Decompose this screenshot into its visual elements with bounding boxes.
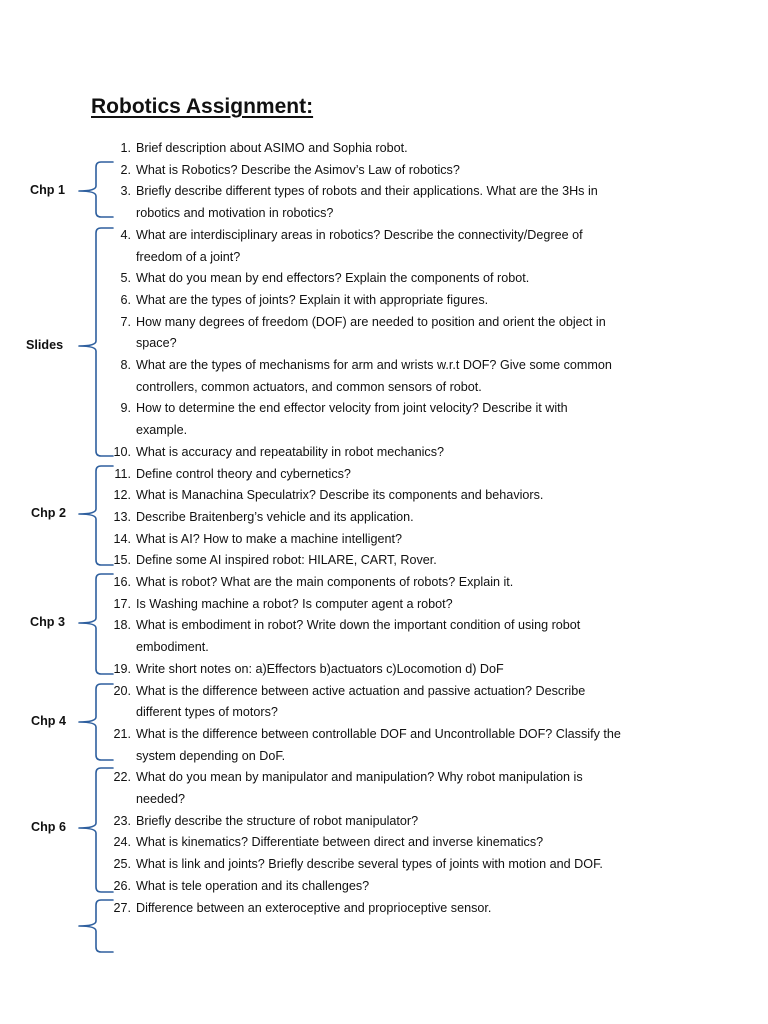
question-number: 2. [120, 162, 131, 177]
question-text: Define control theory and cybernetics? [136, 466, 351, 481]
question-text: What is link and joints? Briefly describe several types of joints with motion and DOF. [136, 857, 603, 872]
question-text: needed? [136, 792, 186, 806]
question-text: What is the difference between active actuation and passive actuation? Describe [136, 683, 586, 698]
question-text: What are the types of joints? Explain it with appropriate figures. [136, 292, 489, 307]
question-number: 9. [120, 401, 131, 416]
question-text: embodiment. [136, 640, 209, 655]
question-text: What do you mean by end effectors? Explain the components of robot. [136, 271, 530, 286]
question-text: What is tele operation and its challenges? [136, 878, 370, 893]
chapter-label: Slides [26, 338, 64, 352]
question-number: 15. [113, 553, 131, 568]
question-text: robotics and motivation in robotics? [136, 206, 334, 221]
question-number: 23. [113, 813, 131, 828]
question-text: example. [136, 423, 188, 438]
question-number: 12. [113, 488, 131, 503]
question-text: What do you mean by manipulator and manipulation? Why robot manipulation is [136, 770, 583, 785]
question-number: 18. [113, 618, 131, 633]
question-number: 10. [113, 444, 131, 459]
question-text: What is Robotics? Describe the Asimov’s Law of robotics? [136, 162, 460, 177]
chapter-label: Chp 1 [30, 183, 65, 197]
question-text: What is robot? What are the main components of robots? Explain it. [136, 575, 514, 589]
chapter-bracket [79, 228, 113, 456]
question-text: Define some AI inspired robot: HILARE, CART, Rover. [136, 553, 437, 568]
question-text: What is Manachina Speculatrix? Describe its components and behaviors. [136, 488, 544, 503]
chapter-label: Chp 2 [31, 506, 66, 520]
question-number: 5. [120, 271, 131, 286]
question-number: 19. [113, 661, 131, 676]
question-number: 20. [113, 683, 131, 698]
question-text: Describe Braitenberg’s vehicle and its application. [136, 509, 414, 524]
question-text: How many degrees of freedom (DOF) are needed to position and orient the object in [136, 314, 606, 329]
question-text: What is the difference between controllable DOF and Uncontrollable DOF? Classify the [136, 726, 621, 741]
question-number: 27. [113, 900, 131, 915]
question-number: 22. [113, 770, 131, 785]
chapter-bracket [79, 768, 113, 892]
question-number: 26. [113, 878, 131, 893]
question-number: 6. [120, 292, 131, 307]
question-number: 7. [120, 314, 131, 329]
question-text: Briefly describe different types of robots and their applications. What are the 3Hs in [136, 184, 598, 199]
question-text: controllers, common actuators, and common sensors of robot. [136, 379, 482, 394]
question-text: Is Washing machine a robot? Is computer agent a robot? [136, 596, 453, 611]
question-number: 17. [113, 596, 131, 611]
question-number: 16. [113, 575, 131, 589]
question-text: space? [136, 336, 177, 351]
question-text: system depending on DoF. [136, 748, 286, 763]
question-number: 14. [113, 531, 131, 546]
page-title: Robotics Assignment: [91, 95, 314, 118]
question-number: 24. [113, 835, 131, 850]
question-text: Brief description about ASIMO and Sophia robot. [136, 141, 408, 155]
question-text: Difference between an exteroceptive and proprioceptive sensor. [136, 900, 492, 915]
question-text: What is embodiment in robot? Write down the important condition of using robot [136, 618, 581, 633]
question-number: 11. [114, 466, 131, 481]
question-text: Write short notes on: a)Effectors b)actuators c)Locomotion d) DoF [136, 661, 504, 676]
question-text: What are the types of mechanisms for arm and wrists w.r.t DOF? Give some common [136, 358, 612, 372]
question-text: What is AI? How to make a machine intelligent? [136, 531, 402, 546]
question-number: 25. [113, 857, 131, 872]
question-text: How to determine the end effector velocity from joint velocity? Describe it with [136, 401, 568, 416]
chapter-label: Chp 6 [31, 820, 66, 834]
question-text: What is kinematics? Differentiate between direct and inverse kinematics? [136, 835, 544, 850]
question-text: What are interdisciplinary areas in robotics? Describe the connectivity/Degree of [136, 227, 583, 242]
question-number: 1. [120, 141, 131, 155]
chapter-label: Chp 4 [31, 714, 66, 728]
question-number: 21. [113, 726, 131, 741]
question-text: freedom of a joint? [136, 249, 241, 264]
question-number: 4. [120, 227, 131, 242]
chapter-label: Chp 3 [30, 615, 65, 629]
question-text: What is accuracy and repeatability in robot mechanics? [136, 444, 444, 459]
question-number: 3. [120, 184, 131, 199]
question-text: Briefly describe the structure of robot manipulator? [136, 813, 419, 828]
question-number: 8. [120, 358, 131, 372]
question-number: 13. [113, 509, 131, 524]
question-text: different types of motors? [136, 705, 278, 720]
